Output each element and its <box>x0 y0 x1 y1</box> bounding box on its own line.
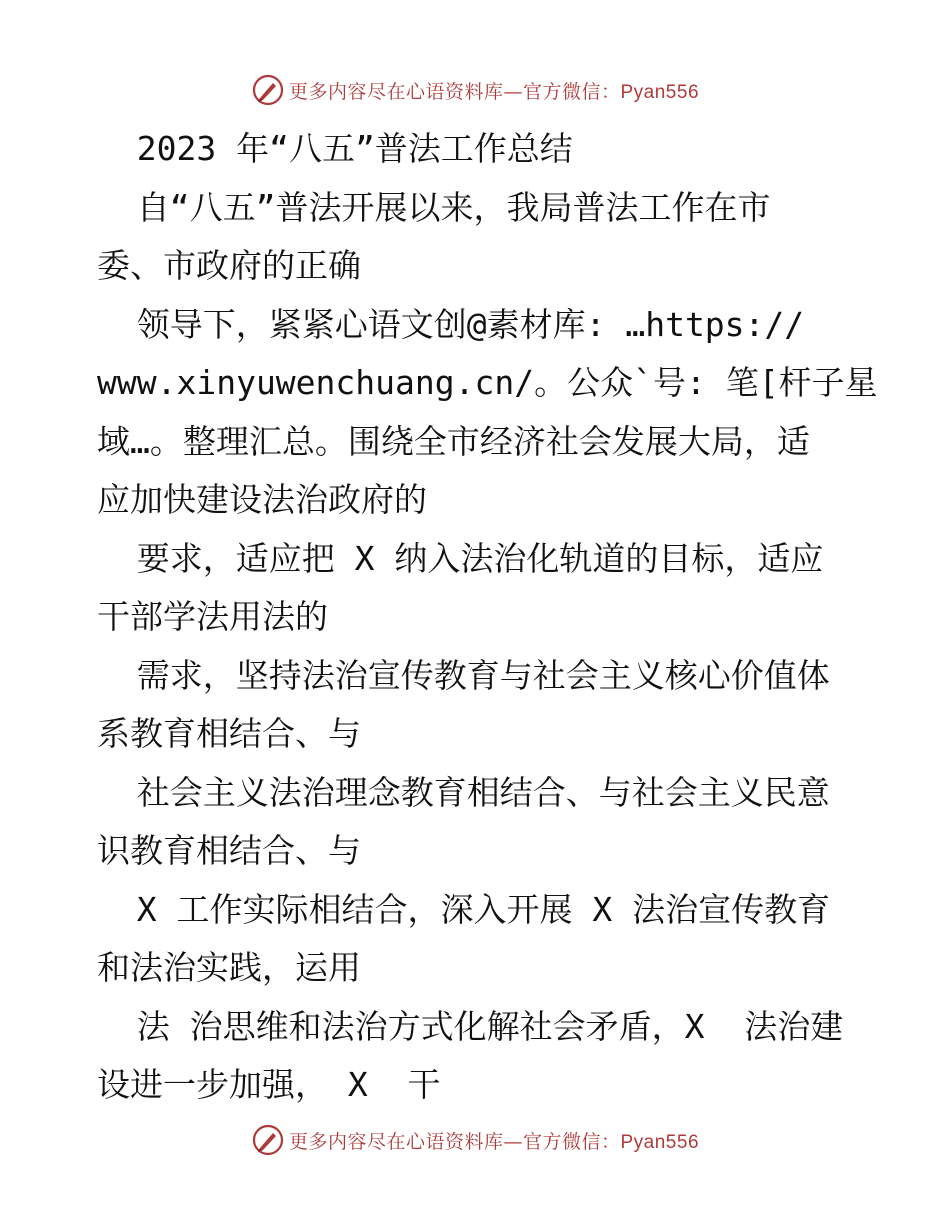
document-line: 设进一步加强， X 干 <box>97 1065 441 1104</box>
document-line: 要求，适应把 X 纳入法治化轨道的目标，适应 <box>97 538 824 578</box>
banner-wechat-id: Pyan556 <box>620 1131 700 1153</box>
banner-label: 更多内容尽在心语资料库—官方微信： <box>288 80 621 103</box>
document-line: 委、市政府的正确 <box>97 246 361 285</box>
document-line: www.xinyuwenchuang.cn/。公众`号: 笔[杆子星 <box>97 363 878 402</box>
document-line: 域…。整理汇总。围绕全市经济社会发展大局，适 <box>97 421 810 461</box>
document-line: X 工作实际相结合，深入开展 X 法治宣传教育 <box>97 889 831 929</box>
document-body <box>97 120 878 1115</box>
banner-wechat-id: Pyan556 <box>620 81 700 103</box>
document-line: 需求，坚持法治宣传教育与社会主义核心价值体 <box>97 655 830 695</box>
document-line: 领导下，紧紧心语文创@素材库: …https:// <box>97 304 805 344</box>
document-line: 干部学法用法的 <box>97 597 328 636</box>
document-line: 和法治实践，运用 <box>97 948 361 987</box>
document-line: 应加快建设法治政府的 <box>97 480 427 519</box>
document-line: 系教育相结合、与 <box>97 714 361 753</box>
banner-label: 更多内容尽在心语资料库—官方微信： <box>288 1130 621 1153</box>
document-line: 识教育相结合、与 <box>97 831 361 870</box>
document-line: 法 治思维和法治方式化解社会矛盾，X 法治建 <box>97 1006 844 1046</box>
document-line: 自“八五”普法开展以来，我局普法工作在市 <box>97 187 771 227</box>
header-banner <box>0 70 950 110</box>
banner-text <box>289 77 699 104</box>
banner-text <box>289 1127 699 1154</box>
document-line: 2023 年“八五”普法工作总结 <box>97 129 573 168</box>
pen-logo-icon <box>251 73 285 107</box>
pen-logo-icon <box>251 1123 285 1157</box>
document-line: 社会主义法治理念教育相结合、与社会主义民意 <box>97 772 830 812</box>
footer-banner <box>0 1120 950 1160</box>
